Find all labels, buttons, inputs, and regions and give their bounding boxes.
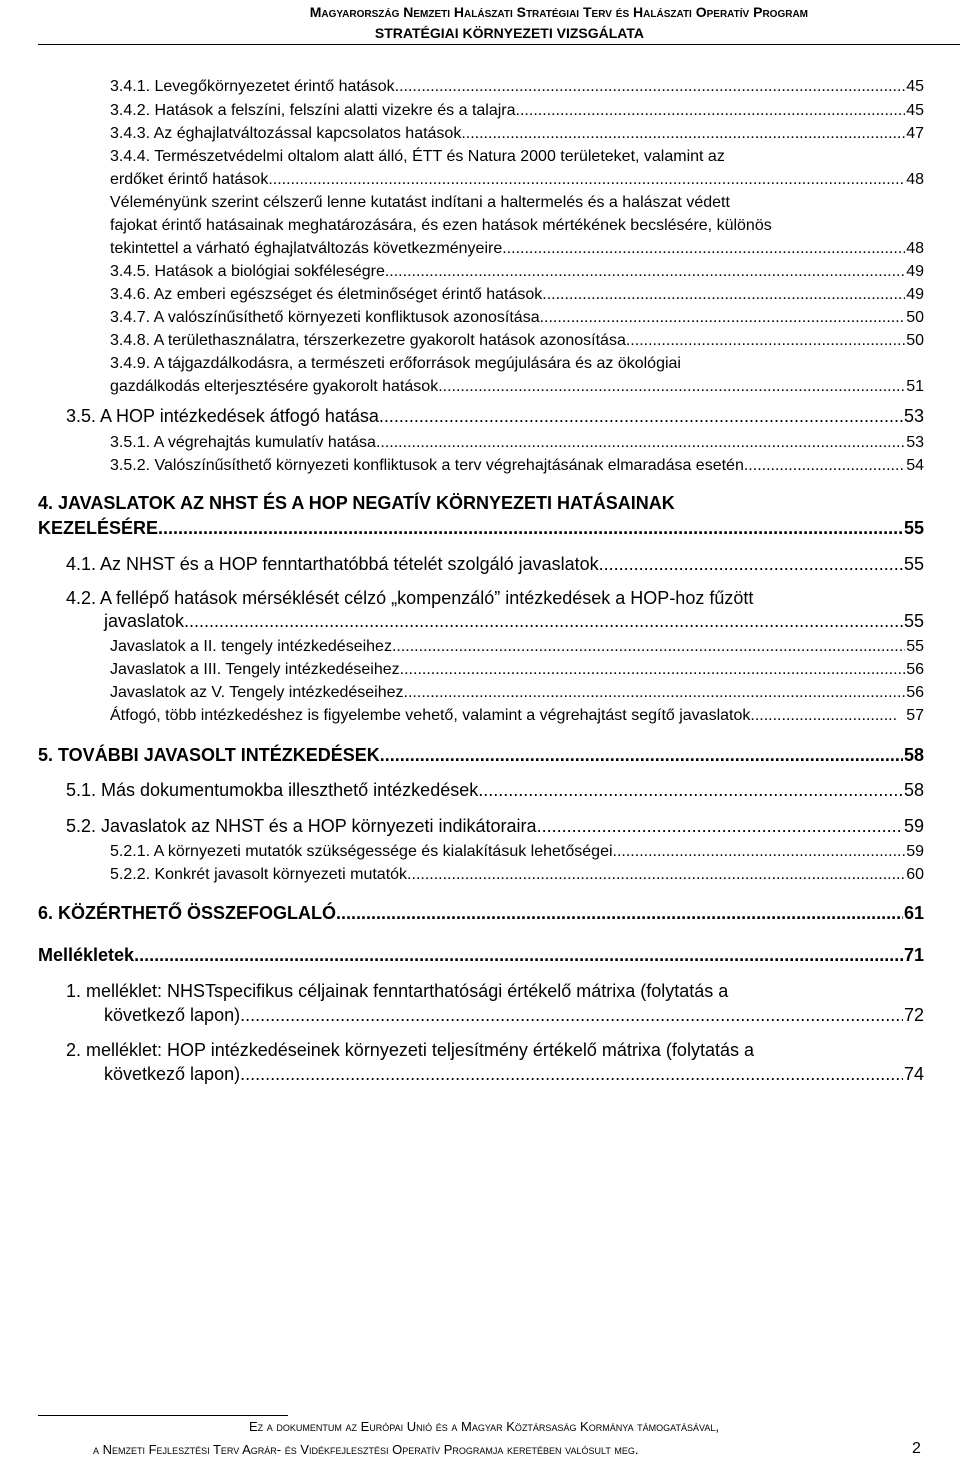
toc-entry-3-5-2[interactable]: 3.5.2. Valószínűsíthető környezeti konfliktusok a terv végrehajtásának elmaradása esetén. ..... 54 xyxy=(110,457,924,475)
toc-entry-tengely-ii[interactable]: Javaslatok a II. tengely intézkedéseihez ..... 55 xyxy=(110,638,924,656)
toc-entry-5[interactable]: 5. TOVÁBBI JAVASOLT INTÉZKEDÉSEK ..... 58 xyxy=(38,745,924,766)
toc-note-line1: Véleményünk szerint célszerű lenne kutatást indítani a haltermelés és a halászat védett xyxy=(110,194,730,211)
footer-funding-line1: Ez a dokumentum az Európai Unió és a Magyar Köztársaság Kormánya támogatásával, xyxy=(249,1419,719,1434)
footer-rule xyxy=(38,1415,288,1416)
header-rule xyxy=(38,44,960,45)
toc-entry-4-1[interactable]: 4.1. Az NHST és a HOP fenntarthatóbbá tételét szolgáló javaslatok ..... 55 xyxy=(66,554,924,575)
toc-entry-mellekletek[interactable]: Mellékletek ..... 71 xyxy=(38,945,924,966)
toc-note-line2: fajokat érintő hatásainak meghatározására, és ezen hatások mértékének becslésére, különös xyxy=(110,217,772,234)
toc-entry-5-2[interactable]: 5.2. Javaslatok az NHST és a HOP környezeti indikátoraira ..... 59 xyxy=(66,816,924,837)
toc-entry-3-4-2[interactable]: 3.4.2. Hatások a felszíni, felszíni alatti vizekre és a talajra ..... 45 xyxy=(110,102,924,120)
toc-entry-tengely-v[interactable]: Javaslatok az V. Tengely intézkedéseihez ..... 56 xyxy=(110,684,924,702)
toc-entry-3-4-9[interactable]: gazdálkodás elterjesztésére gyakorolt hatások ..... 51 xyxy=(110,378,924,396)
toc-entry-3-4-4[interactable]: erdőket érintő hatások ..... 48 xyxy=(110,171,924,189)
toc-entry-4[interactable]: KEZELÉSÉRE ..... 55 xyxy=(38,518,924,539)
toc-entry-5-2-1[interactable]: 5.2.1. A környezeti mutatók szükségessége és kialakításuk lehetőségei ..... 59 xyxy=(110,843,924,861)
toc-entry-5-1[interactable]: 5.1. Más dokumentumokba illeszthető intézkedések ..... 58 xyxy=(66,780,924,801)
toc-entry-5-2-2[interactable]: 5.2.2. Konkrét javasolt környezeti mutatók ..... 60 xyxy=(110,866,924,884)
toc-entry-melleklet-1-line1: 1. melléklet: NHSTspecifikus céljainak fenntarthatósági értékelő mátrixa (folytatás a xyxy=(66,981,729,1001)
toc-entry-melleklet-2-line1: 2. melléklet: HOP intézkedéseinek környezeti teljesítmény értékelő mátrixa (folytatás a xyxy=(66,1040,754,1060)
toc-entry-tengely-iii[interactable]: Javaslatok a III. Tengely intézkedéseihez ..... 56 xyxy=(110,661,924,679)
toc-entry-melleklet-2[interactable]: következő lapon) ..... 74 xyxy=(104,1064,924,1085)
toc-entry-3-5[interactable]: 3.5. A HOP intézkedések átfogó hatása ..... 53 xyxy=(66,406,924,427)
toc-entry-6[interactable]: 6. KÖZÉRTHETŐ ÖSSZEFOGLALÓ ..... 61 xyxy=(38,903,924,924)
toc-entry-4-line1: 4. JAVASLATOK AZ NHST ÉS A HOP NEGATÍV KÖRNYEZETI HATÁSAINAK xyxy=(38,493,675,513)
toc-entry-atfogo[interactable]: Átfogó, több intézkedéshez is figyelembe vehető, valamint a végrehajtást segítő javaslatok ..... 57 xyxy=(110,707,924,725)
page-number: 2 xyxy=(912,1440,921,1457)
toc-entry-3-4-7[interactable]: 3.4.7. A valószínűsíthető környezeti konfliktusok azonosítása ..... 50 xyxy=(110,309,924,327)
toc-entry-3-4-4-line1: 3.4.4. Természetvédelmi oltalom alatt álló, ÉTT és Natura 2000 területeket, valamint az xyxy=(110,148,725,165)
toc-entry-3-4-6[interactable]: 3.4.6. Az emberi egészséget és életminőséget érintő hatások ..... 49 xyxy=(110,286,924,304)
header-title-line2: STRATÉGIAI KÖRNYEZETI VIZSGÁLATA xyxy=(374,25,644,41)
toc-entry-4-2[interactable]: javaslatok ..... 55 xyxy=(104,611,924,632)
toc-note-entry[interactable]: tekintettel a várható éghajlatváltozás következményeire. ..... 48 xyxy=(110,240,924,258)
toc-entry-3-4-1[interactable]: 3.4.1. Levegőkörnyezetet érintő hatások ..... 45 xyxy=(110,78,924,96)
toc-entry-3-4-5[interactable]: 3.4.5. Hatások a biológiai sokféleségre ..... 49 xyxy=(110,263,924,281)
toc-entry-3-4-9-line1: 3.4.9. A tájgazdálkodásra, a természeti erőforrások megújulására és az ökológiai xyxy=(110,355,681,372)
toc-entry-4-2-line1: 4.2. A fellépő hatások mérséklését célzó „kompenzáló” intézkedések a HOP-hoz fűzött xyxy=(66,588,754,608)
footer-funding-line2: a Nemzeti Fejlesztési Terv Agrár- és Vidékfejlesztési Operatív Programja keretében valósult meg. xyxy=(93,1442,639,1457)
toc-entry-3-5-1[interactable]: 3.5.1. A végrehajtás kumulatív hatása ..... 53 xyxy=(110,434,924,452)
toc-entry-3-4-8[interactable]: 3.4.8. A területhasználatra, térszerkezetre gyakorolt hatások azonosítása ..... 50 xyxy=(110,332,924,350)
toc-entry-3-4-3[interactable]: 3.4.3. Az éghajlatváltozással kapcsolatos hatások ..... 47 xyxy=(110,125,924,143)
toc-entry-melleklet-1[interactable]: következő lapon) ..... 72 xyxy=(104,1005,924,1026)
header-title-line1: Magyarország Nemzeti Halászati Stratégiai Terv és Halászati Operatív Program xyxy=(309,4,808,20)
